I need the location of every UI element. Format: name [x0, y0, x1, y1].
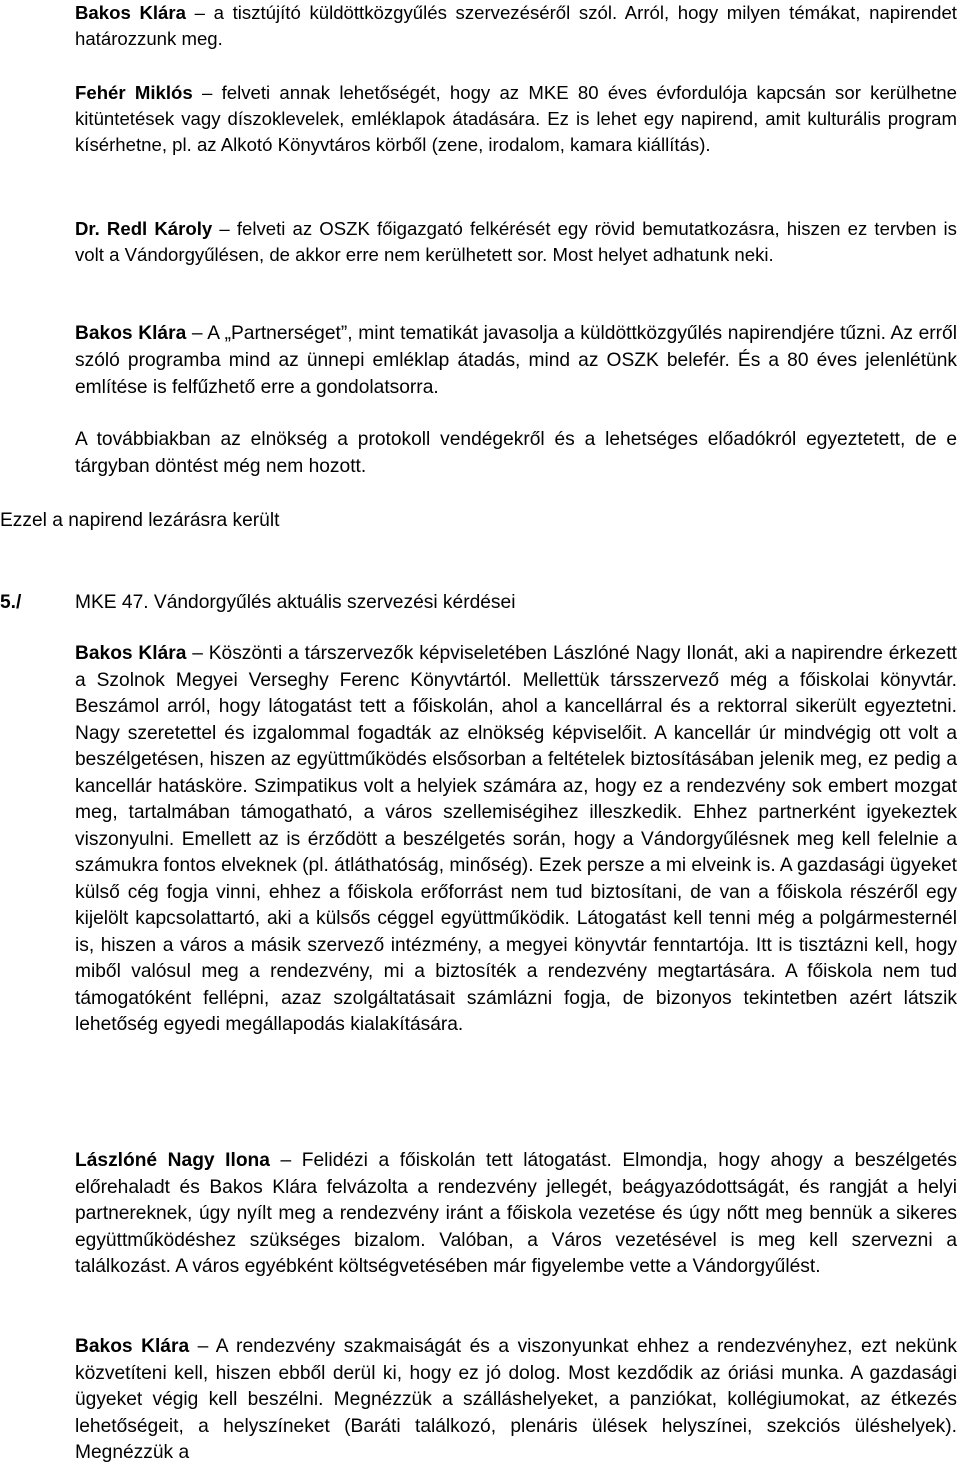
paragraph-text: a tisztújító küldöttközgyűlés szervezéséről szól. Arról, hogy milyen témákat, napirendet határozzunk meg.	[75, 2, 957, 49]
paragraph-bakos-report: Bakos Klára – Köszönti a társzervezők képviseletében Lászlóné Nagy Ilonát, aki a napirendre érkezett a Szolnok Megyei Verseghy Ferenc Könyvtártól. Mellettük társszervező még a főiskolai könyvtár. Beszámol arról, hogy látogatást tett a főiskolán, ahol a kancellárral és a rektorral sikerült egyeztetni. Nagy szeretettel és izgalommal fogadták az elnökség képviselőit. A kancellár úr mindvégig ott volt a beszélgetésen, hiszen az együttműködés elsősorban a feltételek biztosításában jelenik meg, ez pedig a kancellár hatásköre. Szimpatikus volt a helyiek számára az, hogy ez a rendezvény sok embert mozgat meg, tartalmában támogatható, a város szellemiségihez illeszkedik. Ehhez partnerként igyekeztek viszonyulni. Emellett az is érződött a beszélgetés során, hogy a Vándorgyűlésnek meg kell felelnie a számukra fontos elveknek (pl. átláthatóság, minőség). Ezek persze a mi elveink is. A gazdasági ügyeket külső cég fogja vinni, ehhez a főiskola erőforrást nem tud biztosítani, de van a főiskola részéről egy kijelölt kapcsolattartó, aki a külsős céggel együttműködik. Látogatást kell tenni még a polgármesternél is, hiszen a város a másik szervező intézmény, a megyei könyvtár fenntartója. Itt is tisztázni kell, hogy miből valósul meg a rendezvény, mi a biztosíték a rendezvény megtartására. A főiskola nem tud támogatóként fellépni, azaz szolgáltatásait számlázni fogja, de bizonyos tekintetben azért látszik lehetőség egyedi megállapodás kialakítására.	[75, 643, 958, 1035]
section-number: 5./	[0, 592, 22, 613]
speaker-name: Bakos Klára	[75, 2, 186, 23]
paragraph-text: A rendezvény szakmaiságát és a viszonyunkat ehhez a rendezvényhez, ezt nekünk közvetíteni kell, hiszen ebből derül ki, hogy ez jó dolog. Most kezdődik az óriási munka. A gazdasági ügyeket végig kell beszélni. Megnézzük a szálláshelyeket, a panziókat, kollégiumokat, az étkezés lehetőségeit, a helyszíneket (Baráti találkozó, plenáris ülések helyszínei, szekciós üléshelyek). Megnézzük a	[75, 1336, 958, 1463]
speaker-name: Lászlóné Nagy Ilona	[75, 1150, 270, 1171]
paragraph-redl: Dr. Redl Károly – felveti az OSZK főigazgató felkérését egy rövid bemutatkozásra, hiszen ez tervben is volt a Vándorgyűlésen, de akkor erre nem kerülhetett sor. Most helyet adhatunk neki.	[75, 218, 957, 265]
speaker-name: Bakos Klára	[75, 323, 187, 344]
paragraph-feher: Fehér Miklós – felveti annak lehetőségét, hogy az MKE 80 éves évfordulója kapcsán sor kerülhetne kitüntetések vagy díszoklevelek, emléklapok átadására. Ez is lehet egy napirend, amit kulturális program kísérhetne, pl. az Alkotó Könyvtáros körből (zene, irodalom, kamara kiállítás).	[75, 82, 957, 155]
section-title: MKE 47. Vándorgyűlés aktuális szervezési kérdései	[75, 592, 516, 613]
paragraph-nagy-ilona: Lászlóné Nagy Ilona – Felidézi a főiskolán tett látogatást. Elmondja, hogy ahogy a beszélgetés előrehaladt és Bakos Klára felvázolta a rendezvény jellegét, beágyazódottságát, és rangját a helyi partnereknek, úgy nyílt meg a rendezvény iránt a főiskola vezetése és úgy nőtt meg bennük a sikeres együttműködéshez szükséges bizalom. Valóban, a Város vezetésével is meg kell szervezni a találkozást. A város egyébként költségvetésében már figyelembe vette a Vándorgyűlést.	[75, 1150, 957, 1277]
speaker-name: Bakos Klára	[75, 643, 187, 664]
paragraph-bakos-intro: Bakos Klára – a tisztújító küldöttközgyűlés szervezéséről szól. Arról, hogy milyen témákat, napirendet határozzunk meg.	[75, 2, 957, 49]
paragraph-protocol	[75, 426, 957, 480]
paragraph-text: felveti az OSZK főigazgató felkérését egy rövid bemutatkozásra, hiszen ez tervben is volt a Vándorgyűlésen, de akkor erre nem kerülhetett sor. Most helyet adhatunk neki.	[75, 218, 957, 265]
paragraph-bakos-partnership: Bakos Klára – A „Partnerséget”, mint tematikát javasolja a küldöttközgyűlés napirendjére tűzni. Az erről szóló programba mind az ünnepi emléklap átadás, mind az OSZK belefér. És a 80 éves jelenlétünk említése is felfűzhető erre a gondolatsorra.	[75, 323, 957, 398]
paragraph-text: Felidézi a főiskolán tett látogatást. Elmondja, hogy ahogy a beszélgetés előrehaladt és Bakos Klára felvázolta a rendezvény jellegét, beágyazódottságát, és rangját a helyi partnereknek, úgy nyílt meg a rendezvény iránt a főiskola vezetése és úgy nőtt meg bennük a sikeres együttműködéshez szükséges bizalom. Valóban, a Város vezetésével is meg kell szervezni a találkozást. A város egyébként költségvetésében már figyelembe vette a Vándorgyűlést.	[75, 1150, 957, 1277]
paragraph-bakos-closing: Bakos Klára – A rendezvény szakmaiságát és a viszonyunkat ehhez a rendezvényhez, ezt nekünk közvetíteni kell, hiszen ebből derül ki, hogy ez jó dolog. Most kezdődik az óriási munka. A gazdasági ügyeket végig kell beszélni. Megnézzük a szálláshelyeket, a panziókat, kollégiumokat, az étkezés lehetőségeit, a helyszíneket (Baráti találkozó, plenáris ülések helyszínei, szekciós üléshelyek). Megnézzük a	[75, 1336, 958, 1463]
closing-line: Ezzel a napirend lezárásra került	[0, 510, 280, 531]
paragraph-text: Köszönti a társzervezők képviseletében Lászlóné Nagy Ilonát, aki a napirendre érkezett a Szolnok Megyei Verseghy Ferenc Könyvtártól. Mellettük társszervező még a főiskolai könyvtár. Beszámol arról, hogy látogatást tett a főiskolán, ahol a kancellárral és a rektorral sikerült egyeztetni. Nagy szeretettel és izgalommal fogadták az elnökség képviselőit. A kancellár úr mindvégig ott volt a beszélgetésen, hiszen az együttműködés elsősorban a feltételek biztosításában jelenik meg, ez pedig a kancellár hatásköre. Szimpatikus volt a helyiek számára az, hogy ez a rendezvény sok embert mozgat meg, tartalmában támogatható, a város szellemiségihez illeszkedik. Ehhez partnerként igyekeztek viszonyulni. Emellett az is érződött a beszélgetés során, hogy a Vándorgyűlésnek meg kell felelnie a számukra fontos elveknek (pl. átláthatóság, minőség). Ezek persze a mi elveink is. A gazdasági ügyeket külső cég fogja vinni, ehhez a főiskola erőforrást nem tud biztosítani, de van a főiskola részéről egy kijelölt kapcsolattartó, aki a külsős céggel együttműködik. Látogatást kell tenni még a polgármesternél is, hiszen a város a másik szervező intézmény, a megyei könyvtár fenntartója. Itt is tisztázni kell, hogy miből valósul meg a rendezvény, mi a biztosíték a rendezvény megtartására. A főiskola nem tud támogatóként fellépni, azaz szolgáltatásait számlázni fogja, de bizonyos tekintetben azért látszik lehetőség egyedi megállapodás kialakítására.	[75, 643, 958, 1035]
paragraph-text: A továbbiakban az elnökség a protokoll vendégekről és a lehetséges előadókról egyeztetett, de e tárgyban döntést még nem hozott.	[75, 429, 957, 477]
speaker-name: Dr. Redl Károly	[75, 218, 213, 239]
paragraph-text: A „Partnerséget”, mint tematikát javasolja a küldöttközgyűlés napirendjére tűzni. Az erről szóló programba mind az ünnepi emléklap átadás, mind az OSZK belefér. És a 80 éves jelenlétünk említése is felfűzhető erre a gondolatsorra.	[75, 323, 957, 398]
paragraph-text: felveti annak lehetőségét, hogy az MKE 80 éves évfordulója kapcsán sor kerülhetne kitüntetések vagy díszoklevelek, emléklapok átadására. Ez is lehet egy napirend, amit kulturális program kísérhetne, pl. az Alkotó Könyvtáros körből (zene, irodalom, kamara kiállítás).	[75, 82, 957, 155]
speaker-name: Bakos Klára	[75, 1336, 190, 1357]
speaker-name: Fehér Miklós	[75, 82, 193, 103]
